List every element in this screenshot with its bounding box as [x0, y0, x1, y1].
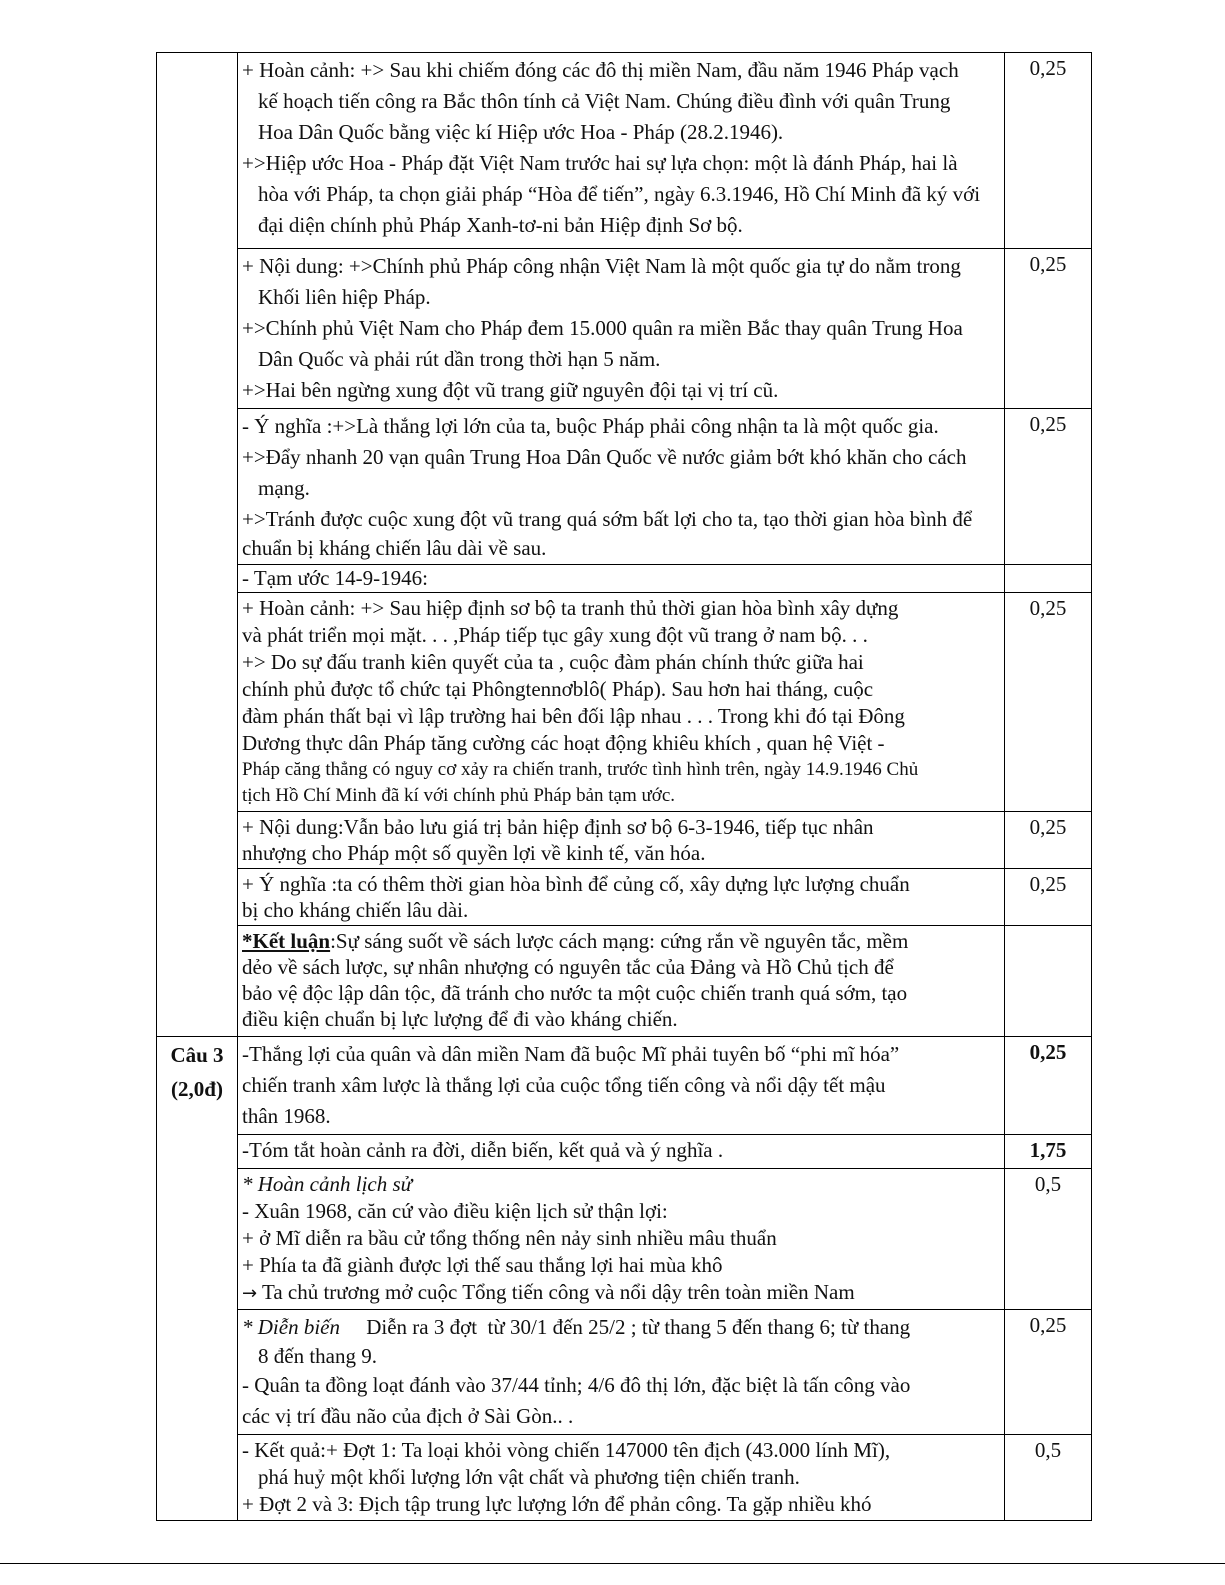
text-line: +>Hiệp ước Hoa - Pháp đặt Việt Nam trước hai sự lựa chọn: một là đánh Pháp, hai là: [242, 151, 958, 175]
conclusion-text: :Sự sáng suốt về sách lược cách mạng: cứng rắn về nguyên tắc, mềm: [330, 929, 909, 953]
text-line: bảo vệ độc lập dân tộc, đã tránh cho nước ta một cuộc chiến tranh quá sớm, tạo: [242, 981, 908, 1005]
text-line: dẻo về sách lược, sự nhân nhượng có nguyên tắc của Đảng và Hồ Chủ tịch để: [242, 955, 894, 979]
text-line: +>Hai bên ngừng xung đột vũ trang giữ nguyên đội tại vị trí cũ.: [242, 378, 779, 402]
content-cell: [238, 565, 1005, 593]
text-line: kế hoạch tiến công ra Bắc thôn tính cả Việt Nam. Chúng điều đình với quân Trung: [258, 89, 951, 113]
text-line: chiến tranh xâm lược là thắng lợi của cuộc tổng tiến công và nổi dậy tết mậu: [242, 1073, 886, 1097]
text-line: và phát triển mọi mặt. . . ,Pháp tiếp tục gây xung đột vũ trang ở nam bộ. . .: [242, 623, 868, 647]
table-row: [157, 1037, 1092, 1135]
text-line: +> Do sự đấu tranh kiên quyết của ta , cuộc đàm phán chính thức giữa hai: [242, 650, 864, 674]
content-cell: [238, 1135, 1005, 1169]
text-line: điều kiện chuẩn bị lực lượng để đi vào kháng chiến.: [242, 1007, 678, 1031]
text-line: -Tóm tắt hoàn cảnh ra đời, diễn biến, kết quả và ý nghĩa .: [242, 1138, 724, 1162]
content-cell: [238, 812, 1005, 869]
score-cell: 0,25: [1005, 1310, 1092, 1435]
content-cell: [238, 409, 1005, 565]
text-line: + Nội dung:Vẫn bảo lưu giá trị bản hiệp định sơ bộ 6-3-1946, tiếp tục nhân: [242, 815, 874, 839]
text-line: mạng.: [258, 476, 310, 500]
text-line: các vị trí đầu não của địch ở Sài Gòn.. .: [242, 1404, 574, 1428]
text-line: hòa với Pháp, ta chọn giải pháp “Hòa để tiến”, ngày 6.3.1946, Hồ Chí Minh đã ký với: [258, 182, 981, 206]
text-line: Pháp căng thẳng có nguy cơ xảy ra chiến tranh, trước tình hình trên, ngày 14.9.1946 Chủ: [242, 759, 919, 780]
text-line: - Tạm ước 14-9-1946:: [242, 566, 428, 590]
text-line: Khối liên hiệp Pháp.: [258, 285, 431, 309]
text-line: - Kết quả:+ Đợt 1: Ta loại khỏi vòng chiến 147000 tên địch (43.000 lính Mĩ),: [242, 1438, 891, 1462]
text-line: + Hoàn cảnh: +> Sau khi chiếm đóng các đô thị miền Nam, đầu năm 1946 Pháp vạch: [242, 58, 959, 82]
text-line: -Thắng lợi của quân và dân miền Nam đã buộc Mĩ phải tuyên bố “phi mĩ hóa”: [242, 1042, 900, 1066]
table-row: [157, 593, 1092, 812]
text-line: [242, 1279, 1000, 1307]
text-line: phá huỷ một khối lượng lớn vật chất và phương tiện chiến tranh.: [258, 1465, 800, 1489]
text-line: +>Tránh được cuộc xung đột vũ trang quá sớm bất lợi cho ta, tạo thời gian hòa bình để: [242, 507, 973, 531]
text-line: chính phủ được tổ chức tại Phôngtennơblô( Pháp). Sau hơn hai tháng, cuộc: [242, 677, 874, 701]
table-row: [157, 1310, 1092, 1435]
text-line-tail: Diễn ra 3 đợt từ 30/1 đến 25/2 ; từ thang 5 đến thang 6; từ thang: [339, 1315, 911, 1339]
text-line: + Ý nghĩa :ta có thêm thời gian hòa bình để củng cố, xây dựng lực lượng chuẩn: [242, 872, 910, 896]
text-line: đàm phán thất bại vì lập trường hai bên đối lập nhau . . . Trong khi đó tại Đông: [242, 704, 905, 728]
answer-key-table: [156, 52, 1092, 1521]
content-cell: [238, 1310, 1005, 1435]
text-line-tail: Ta chủ trương mở cuộc Tổng tiến công và nổi dậy trên toàn miền Nam: [257, 1280, 855, 1304]
table-row: [157, 1169, 1092, 1310]
text-line: + Hoàn cảnh: +> Sau hiệp định sơ bộ ta tranh thủ thời gian hòa bình xây dựng: [242, 596, 899, 620]
score-cell: 1,75: [1005, 1135, 1092, 1169]
section-title: * Hoàn cảnh lịch sử: [242, 1172, 413, 1196]
text-line: nhượng cho Pháp một số quyền lợi về kinh tế, văn hóa.: [242, 841, 706, 865]
score-cell: 0,5: [1005, 1435, 1092, 1521]
score-cell-empty: [1005, 926, 1092, 1037]
text-line: đại diện chính phủ Pháp Xanh-tơ-ni bản Hiệp định Sơ bộ.: [258, 213, 743, 237]
conclusion-label: *Kết luận: [242, 929, 331, 953]
text-line: Dương thực dân Pháp tăng cường các hoạt động khiêu khích , quan hệ Việt -: [242, 731, 885, 755]
content-cell: [238, 53, 1005, 249]
content-cell: [238, 1435, 1005, 1521]
section-title: * Diễn biến: [242, 1315, 340, 1339]
table-row: [157, 869, 1092, 926]
text-line: thân 1968.: [242, 1104, 331, 1128]
text-line: chuẩn bị kháng chiến lâu dài về sau.: [242, 536, 547, 560]
table-row: [157, 409, 1092, 565]
content-cell: [238, 1169, 1005, 1310]
question-points: (2,0đ): [171, 1077, 223, 1101]
text-line: bị cho kháng chiến lâu dài.: [242, 898, 469, 922]
text-line: + Nội dung: +>Chính phủ Pháp công nhận Việt Nam là một quốc gia tự do nằm trong: [242, 254, 961, 278]
score-cell: 0,25: [1005, 593, 1092, 812]
text-line: + Đợt 2 và 3: Địch tập trung lực lượng lớn để phản công. Ta gặp nhiều khó: [242, 1492, 872, 1516]
content-cell: [238, 593, 1005, 812]
text-line: - Ý nghĩa :+>Là thắng lợi lớn của ta, buộc Pháp phải công nhận ta là một quốc gia.: [242, 414, 939, 438]
text-line: [242, 1312, 1000, 1343]
score-cell: 0,25: [1005, 249, 1092, 409]
text-line: - Quân ta đồng loạt đánh vào 37/44 tỉnh; 4/6 đô thị lớn, đặc biệt là tấn công vào: [242, 1373, 911, 1397]
table-row: [157, 926, 1092, 1037]
question-number: Câu 3: [170, 1043, 224, 1067]
table-row: [157, 249, 1092, 409]
text-line: Dân Quốc và phải rút dần trong thời hạn 5 năm.: [258, 347, 661, 371]
score-cell: 0,25: [1005, 1037, 1092, 1135]
table-row: [157, 565, 1092, 593]
score-cell: 0,5: [1005, 1169, 1092, 1310]
text-line: + ở Mĩ diễn ra bầu cử tổng thống nên nảy sinh nhiều mâu thuẩn: [242, 1226, 777, 1250]
text-line: + Phía ta đã giành được lợi thế sau thắng lợi hai mùa khô: [242, 1253, 723, 1277]
table-row: [157, 812, 1092, 869]
score-cell: 0,25: [1005, 409, 1092, 565]
content-cell: [238, 869, 1005, 926]
text-line: +>Chính phủ Việt Nam cho Pháp đem 15.000 quân ra miền Bắc thay quân Trung Hoa: [242, 316, 963, 340]
question-cell-empty: [157, 53, 238, 1037]
content-cell: [238, 249, 1005, 409]
table-row: [157, 53, 1092, 249]
text-line: - Xuân 1968, căn cứ vào điều kiện lịch sử thận lợi:: [242, 1199, 668, 1223]
arrow-right-icon: →: [242, 1283, 258, 1304]
content-cell: [238, 926, 1005, 1037]
score-cell: 0,25: [1005, 812, 1092, 869]
table-row: [157, 1135, 1092, 1169]
text-line: tịch Hồ Chí Minh đã kí với chính phủ Pháp bản tạm ước.: [242, 785, 676, 806]
question-cell: [157, 1037, 238, 1521]
score-cell: 0,25: [1005, 53, 1092, 249]
page-bottom-divider: [0, 1563, 1225, 1564]
score-cell: 0,25: [1005, 869, 1092, 926]
table-row: [157, 1435, 1092, 1521]
content-cell: [238, 1037, 1005, 1135]
text-line: Hoa Dân Quốc bằng việc kí Hiệp ước Hoa - Pháp (28.2.1946).: [258, 120, 784, 144]
text-line: [242, 928, 1000, 954]
text-line: +>Đẩy nhanh 20 vạn quân Trung Hoa Dân Quốc về nước giảm bớt khó khăn cho cách: [242, 445, 967, 469]
score-cell-empty: [1005, 565, 1092, 593]
text-line: 8 đến thang 9.: [258, 1344, 377, 1368]
